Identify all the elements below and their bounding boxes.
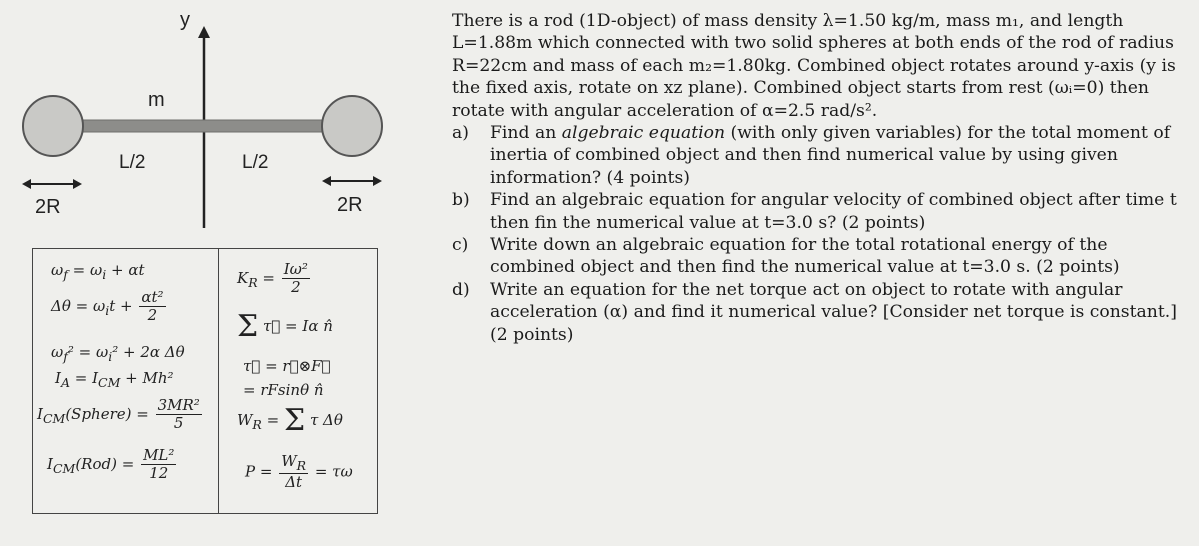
formula-power: P = $\frac{W_R}{\Delta t}$ = τω [245,452,353,492]
problem-text [452,10,1194,346]
left-half-length-label: L/2 [119,152,146,173]
question-body: Find an algebraic equation for angular velocity of combined object after time t then fin the numerical value at t=3.0 s? (2 points) [490,190,1177,233]
formula-net-torque: Σ τ⃗ = Iα n̂ [237,309,333,344]
left-diameter-arrow-icon [22,179,82,189]
formula-torque-cross: τ⃗ = r⃗⊗F⃗ [243,357,331,375]
question-emphasis: algebraic equation [561,123,726,144]
formula-rotational-work: $W_R = \Sigma$ τ Δθ [237,403,343,438]
question-letter: c) [452,235,469,256]
question-text: Find an [490,123,562,144]
formula-torque-magnitude: = rFsinθ n̂ [243,381,324,399]
formula-rotational-energy: $K_R$ = $\frac{\text{Iω²}}{2}$ [237,260,308,297]
question-a [452,122,1194,189]
left-sphere [23,96,83,156]
formula-angular-velocity: $\omega_f = \omega_i + \alpha t$ [51,261,145,282]
problem-intro: There is a rod (1D-object) of mass density λ=1.50 kg/m, mass m₁, and length L=1.88m which connected with two solid spheres at both ends of the rod of radius R=22cm and mass of each m₂=1.80kg. Combined object rotates around y-axis (y is the fixed axis, rotate on xz plane). Combined object starts from rest (ωᵢ=0) then rotate with angular acceleration of α=2.5 rad/s². [452,11,1176,121]
question-body: Write an equation for the net torque act on object to rotate with angular acceleration (α) and find it numerical value? [Consider net torque is constant.] (2 points) [490,279,1177,345]
right-diameter-arrow-icon [322,176,382,186]
right-diameter-label: 2R [337,194,363,216]
question-c [452,234,1194,279]
y-axis-arrow-icon [198,26,210,38]
question-body: Write down an algebraic equation for the total rotational energy of the combined object and then find the numerical value at t=3.0 s. (2 points) [490,235,1120,278]
rod-spheres-diagram [0,0,440,240]
y-axis-label: y [180,9,190,31]
formula-parallel-axis: $I_A = I_{CM} + Mh^2$ [55,369,174,390]
question-b [452,189,1194,234]
question-letter: b) [452,190,470,211]
question-letter: d) [452,279,470,300]
question-d [452,279,1194,346]
question-body [490,122,1194,189]
formula-divider [218,249,219,513]
figure [0,0,440,546]
formula-rod-inertia: $I_{CM}(Rod)$ = $\frac{\text{ML²}}{12}$ [47,446,175,483]
right-sphere [322,96,382,156]
question-letter: a) [452,123,469,144]
formula-velocity-squared: $\omega_f^2 = \omega_i^2 + 2\alpha$ Δθ [51,343,185,364]
formula-box [32,248,378,514]
right-half-length-label: L/2 [242,152,269,173]
formula-angular-displacement: $\Delta\theta = \omega_it$ + $\frac{\text{αt²}}{2}$ [51,288,164,325]
rod-mass-label: m [148,89,165,111]
left-diameter-label: 2R [35,196,61,218]
question-text: (with only given variables) for the total moment of inertia of combined object and then find numerical value by using given information? (4 points) [490,123,1171,188]
formula-sphere-inertia: $I_{CM}(Sphere)$ = $\frac{\text{3MR²}}{5}$ [37,396,200,433]
